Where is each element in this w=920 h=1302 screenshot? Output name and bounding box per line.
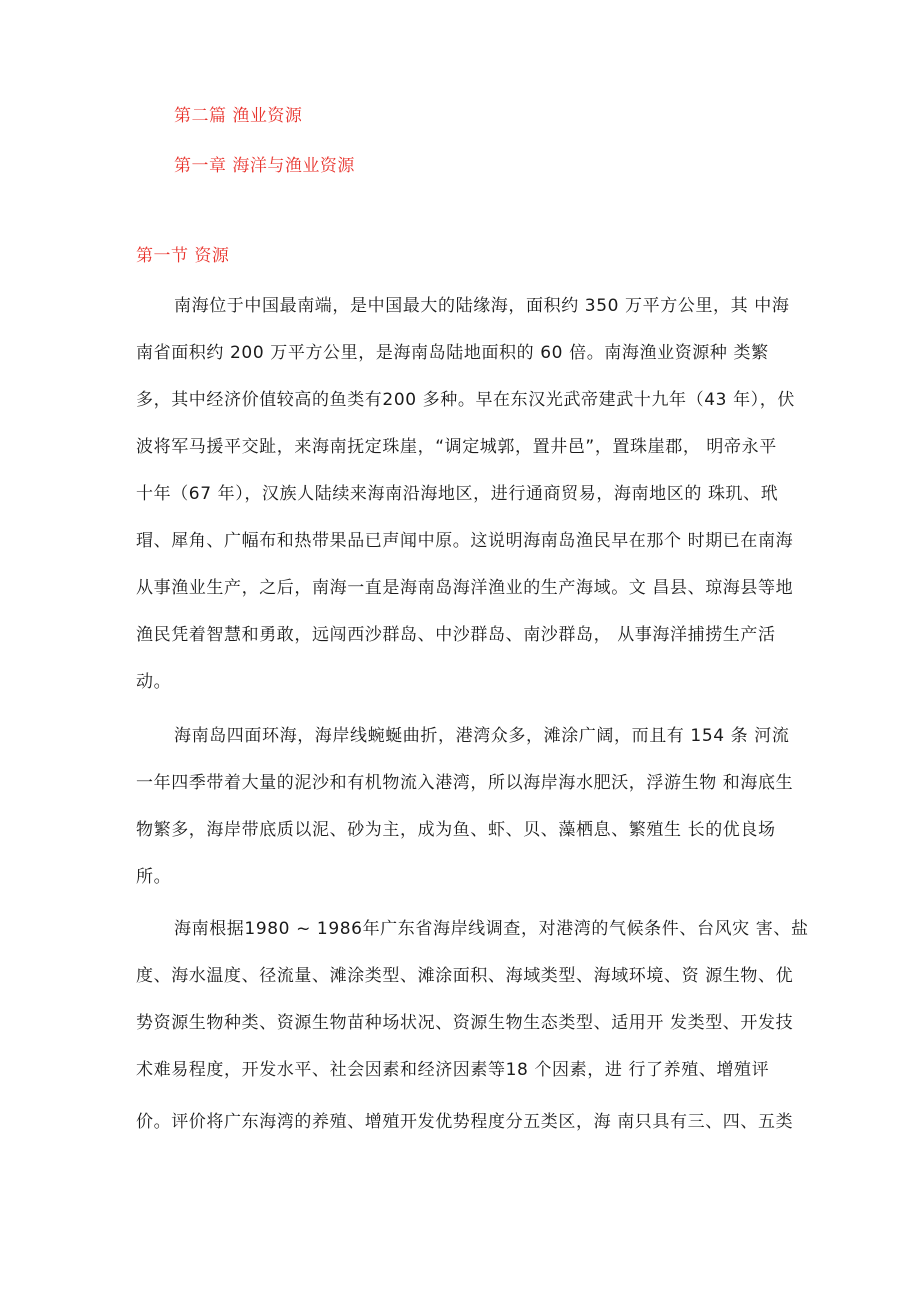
paragraph-line: 多，其中经济价值较高的鱼类有200 多种。早在东汉光武帝建武十九年（43 年），伏 xyxy=(136,390,795,410)
paragraph-line: 渔民凭着智慧和勇敢，远闯西沙群岛、中沙群岛、南沙群岛， 从事海洋捕捞生产活 xyxy=(136,625,776,645)
section-heading: 第一节 资源 xyxy=(136,246,230,266)
paragraph-line: 瑁、犀角、广幅布和热带果品已声闻中原。这说明海南岛渔民早在那个 时期已在南海 xyxy=(136,531,794,551)
chapter-heading: 第一章 海洋与渔业资源 xyxy=(174,156,355,176)
part-heading: 第二篇 渔业资源 xyxy=(174,106,303,126)
paragraph-line: 动。 xyxy=(136,672,172,692)
paragraph-line: 十年（67 年），汉族人陆续来海南沿海地区，进行通商贸易，海南地区的 珠玑、玳 xyxy=(136,484,779,504)
paragraph-line: 价。评价将广东海湾的养殖、增殖开发优势程度分五类区，海 南只具有三、四、五类 xyxy=(136,1112,794,1132)
paragraph-line: 势资源生物种类、资源生物苗种场状况、资源生物生态类型、适用开 发类型、开发技 xyxy=(136,1013,794,1033)
paragraph-line: 度、海水温度、径流量、滩涂类型、滩涂面积、海域类型、海域环境、资 源生物、优 xyxy=(136,966,794,986)
paragraph-line: 术难易程度，开发水平、社会因素和经济因素等18 个因素，进 行了养殖、增殖评 xyxy=(136,1060,770,1080)
paragraph-line: 一年四季带着大量的泥沙和有机物流入港湾，所以海岸海水肥沃，浮游生物 和海底生 xyxy=(136,773,794,793)
paragraph-line: 物繁多，海岸带底质以泥、砂为主，成为鱼、虾、贝、藻栖息、繁殖生 长的优良场 xyxy=(136,820,776,840)
paragraph-line: 所。 xyxy=(136,867,172,887)
paragraph-line: 海南岛四面环海，海岸线蜿蜒曲折，港湾众多，滩涂广阔，而且有 154 条 河流 xyxy=(174,726,790,746)
paragraph-line: 海南根据1980 ~ 1986年广东省海岸线调查，对港湾的气候条件、台风灾 害、盐 xyxy=(174,919,809,939)
paragraph-line: 南海位于中国最南端，是中国最大的陆缘海，面积约 350 万平方公里，其 中海 xyxy=(174,296,790,316)
paragraph-line: 从事渔业生产，之后，南海一直是海南岛海洋渔业的生产海域。文 昌县、琼海县等地 xyxy=(136,578,794,598)
paragraph-line: 波将军马援平交趾，来海南抚定珠崖，“调定城郭，置井邑”，置珠崖郡， 明帝永平 xyxy=(136,437,777,457)
paragraph-line: 南省面积约 200 万平方公里，是海南岛陆地面积的 60 倍。南海渔业资源种 类繁 xyxy=(136,343,769,363)
